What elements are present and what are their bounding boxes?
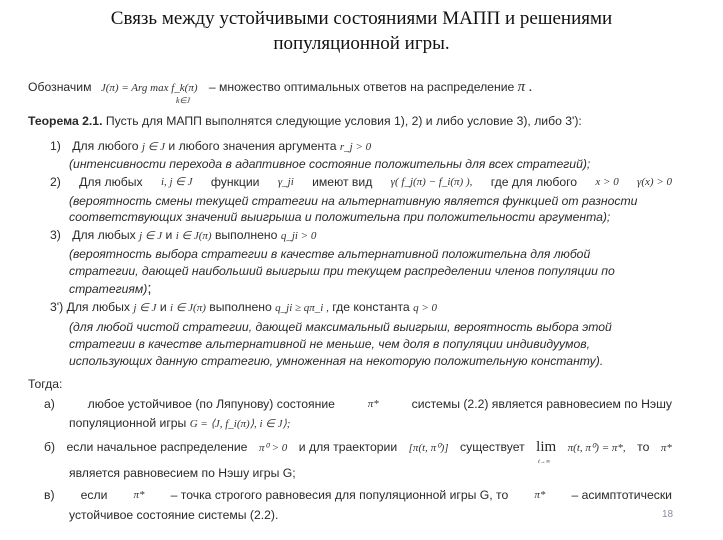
rc-num: в): [44, 488, 55, 502]
result-b: [44, 439, 672, 465]
rb-num: б): [44, 440, 56, 454]
c3p-note-2: стратегии в качестве альтернативной не меньше, чем доля в популяции индивидуумов,: [69, 337, 591, 351]
rb-f4: π*: [660, 442, 672, 454]
c1-note: (интенсивности перехода в адаптивное состояние положительны для всех стратегий);: [69, 157, 591, 171]
c3-num: 3): [50, 228, 61, 242]
page-number: 18: [662, 509, 674, 520]
c2-f5: γ(x) > 0: [637, 176, 672, 188]
rb-text4: то: [637, 440, 650, 454]
c3-f3: q_ji > 0: [280, 230, 317, 242]
then-label: Тогда:: [28, 377, 63, 391]
title-line-2: популяционной игры.: [273, 33, 450, 54]
c2-b: функции: [210, 175, 260, 189]
c3-note-3: стратегиям): [69, 282, 148, 296]
result-b-line-2: является равновесием по Нэшу игры G;: [69, 466, 296, 480]
c2-num: 2): [50, 175, 61, 189]
c1-b: и любого значения аргумента: [168, 139, 337, 153]
c1-f2: r_j > 0: [339, 141, 372, 153]
c2-f3: γ( f_j(π) − f_i(π) ),: [390, 176, 473, 188]
c3-f1: j ∈ J: [139, 230, 163, 242]
ra2-f: G = ⟨J, f_i(π)⟩, i ∈ J⟩;: [189, 418, 291, 430]
rc-f2: π*: [534, 489, 546, 501]
rb-text: если начальное распределение: [66, 440, 248, 454]
theorem-line: [28, 114, 582, 129]
c3-note-3-line: [69, 281, 151, 297]
ra-text: любое устойчивое (по Ляпунову) состояние: [87, 397, 335, 411]
c3p-f3: q_ji ≥ qπ_i ,: [275, 302, 329, 314]
c3-note-1: (вероятность выбора стратегии в качестве альтернативной положительна для любой: [69, 247, 591, 261]
c2-note-1: (вероятность смены текущей стратегии на альтернативную является функцией от разности: [69, 194, 638, 208]
result-c: [44, 488, 672, 503]
rb-text2: и для траектории: [298, 440, 398, 454]
result-a: [44, 397, 672, 412]
rb-f3: π(t, π⁰) = π*,: [567, 442, 626, 454]
c3p-f4: q > 0: [413, 302, 437, 314]
c3p-a: Для любых: [66, 300, 130, 314]
condition-1: [50, 139, 371, 155]
rb-f2: [π(t, π⁰)]: [408, 442, 449, 454]
rc-text: если: [80, 488, 108, 502]
c3p-f2: i ∈ J(π): [170, 302, 206, 314]
theorem-text: Пусть для МАПП выполнятся следующие условия 1), 2) и либо условие 3), либо 3'):: [105, 114, 582, 128]
condition-2: [50, 175, 672, 190]
notation-label: Обозначим: [28, 80, 92, 94]
c1-num: 1): [50, 139, 61, 153]
theorem-label: Теорема 2.1.: [28, 114, 103, 128]
c3p-c: выполнено: [209, 300, 272, 314]
notation-formula-sub: k∈J: [176, 96, 191, 105]
c3p-num: 3'): [50, 300, 64, 314]
ra-text2: системы (2.2) является равновесием по Нэшу: [411, 397, 672, 411]
c3p-d: где константа: [332, 300, 410, 314]
notation-formula: J(π) = Arg max f_k(π): [100, 82, 198, 94]
c2-c: имеют вид: [312, 175, 373, 189]
c1-f1: j ∈ J: [141, 141, 165, 153]
condition-3-prime: [50, 300, 437, 316]
rb-lim: [536, 439, 557, 465]
rb-lim-sub: t→∞: [538, 459, 551, 465]
ra2-text: популяционной игры: [69, 416, 187, 430]
condition-3: [50, 228, 316, 244]
slide-title: [0, 6, 723, 56]
result-c-line-2: устойчивое состояние системы (2.2).: [69, 508, 279, 522]
c3-c: выполнено: [214, 228, 278, 242]
notation-pi: π .: [517, 79, 533, 95]
rb-lim-word: lim: [536, 439, 557, 455]
rc-text2: – точка строгого равновесия для популяционной игры G, то: [170, 488, 509, 502]
notation-line: [28, 80, 533, 96]
notation-desc: – множество оптимальных ответов на распределение: [208, 80, 515, 94]
title-line-1: Связь между устойчивыми состояниями МАПП и решениями: [110, 8, 613, 29]
rb-f1: π⁰ > 0: [258, 442, 288, 454]
rc-text3: – асимптотически: [571, 488, 672, 502]
c2-a: Для любых: [79, 175, 143, 189]
result-a-line-2: [69, 416, 290, 432]
ra-num: а): [44, 397, 55, 411]
c2-f2: γ_ji: [277, 176, 294, 188]
c3-semicolon: ;: [147, 280, 152, 297]
c3p-note-1: (для любой чистой стратегии, дающей максимальный выигрыш, вероятность выбора этой: [69, 320, 612, 334]
rc-f1: π*: [133, 489, 145, 501]
ra-f1: π*: [367, 398, 379, 410]
c3-b: и: [165, 228, 173, 242]
c3-a: Для любых: [72, 228, 136, 242]
c3-f2: i ∈ J(π): [175, 230, 212, 242]
c2-d: где для любого: [490, 175, 578, 189]
c2-note-2: соответствующих значений выигрыша и положительна при положительности аргумента);: [69, 210, 611, 224]
c3-note-2: стратегии, дающей наибольший выигрыш при текущем распределении членов популяции по: [69, 264, 615, 278]
rb-text3: существует: [460, 440, 525, 454]
c3p-b: и: [159, 300, 167, 314]
c2-f4: x > 0: [595, 176, 619, 188]
c3p-f1: j ∈ J: [133, 302, 157, 314]
c3p-note-3: использующих данную стратегию, умноженная на некоторую положительную константу).: [69, 354, 604, 368]
c2-f1: i, j ∈ J: [160, 176, 193, 188]
c1-a: Для любого: [72, 139, 139, 153]
